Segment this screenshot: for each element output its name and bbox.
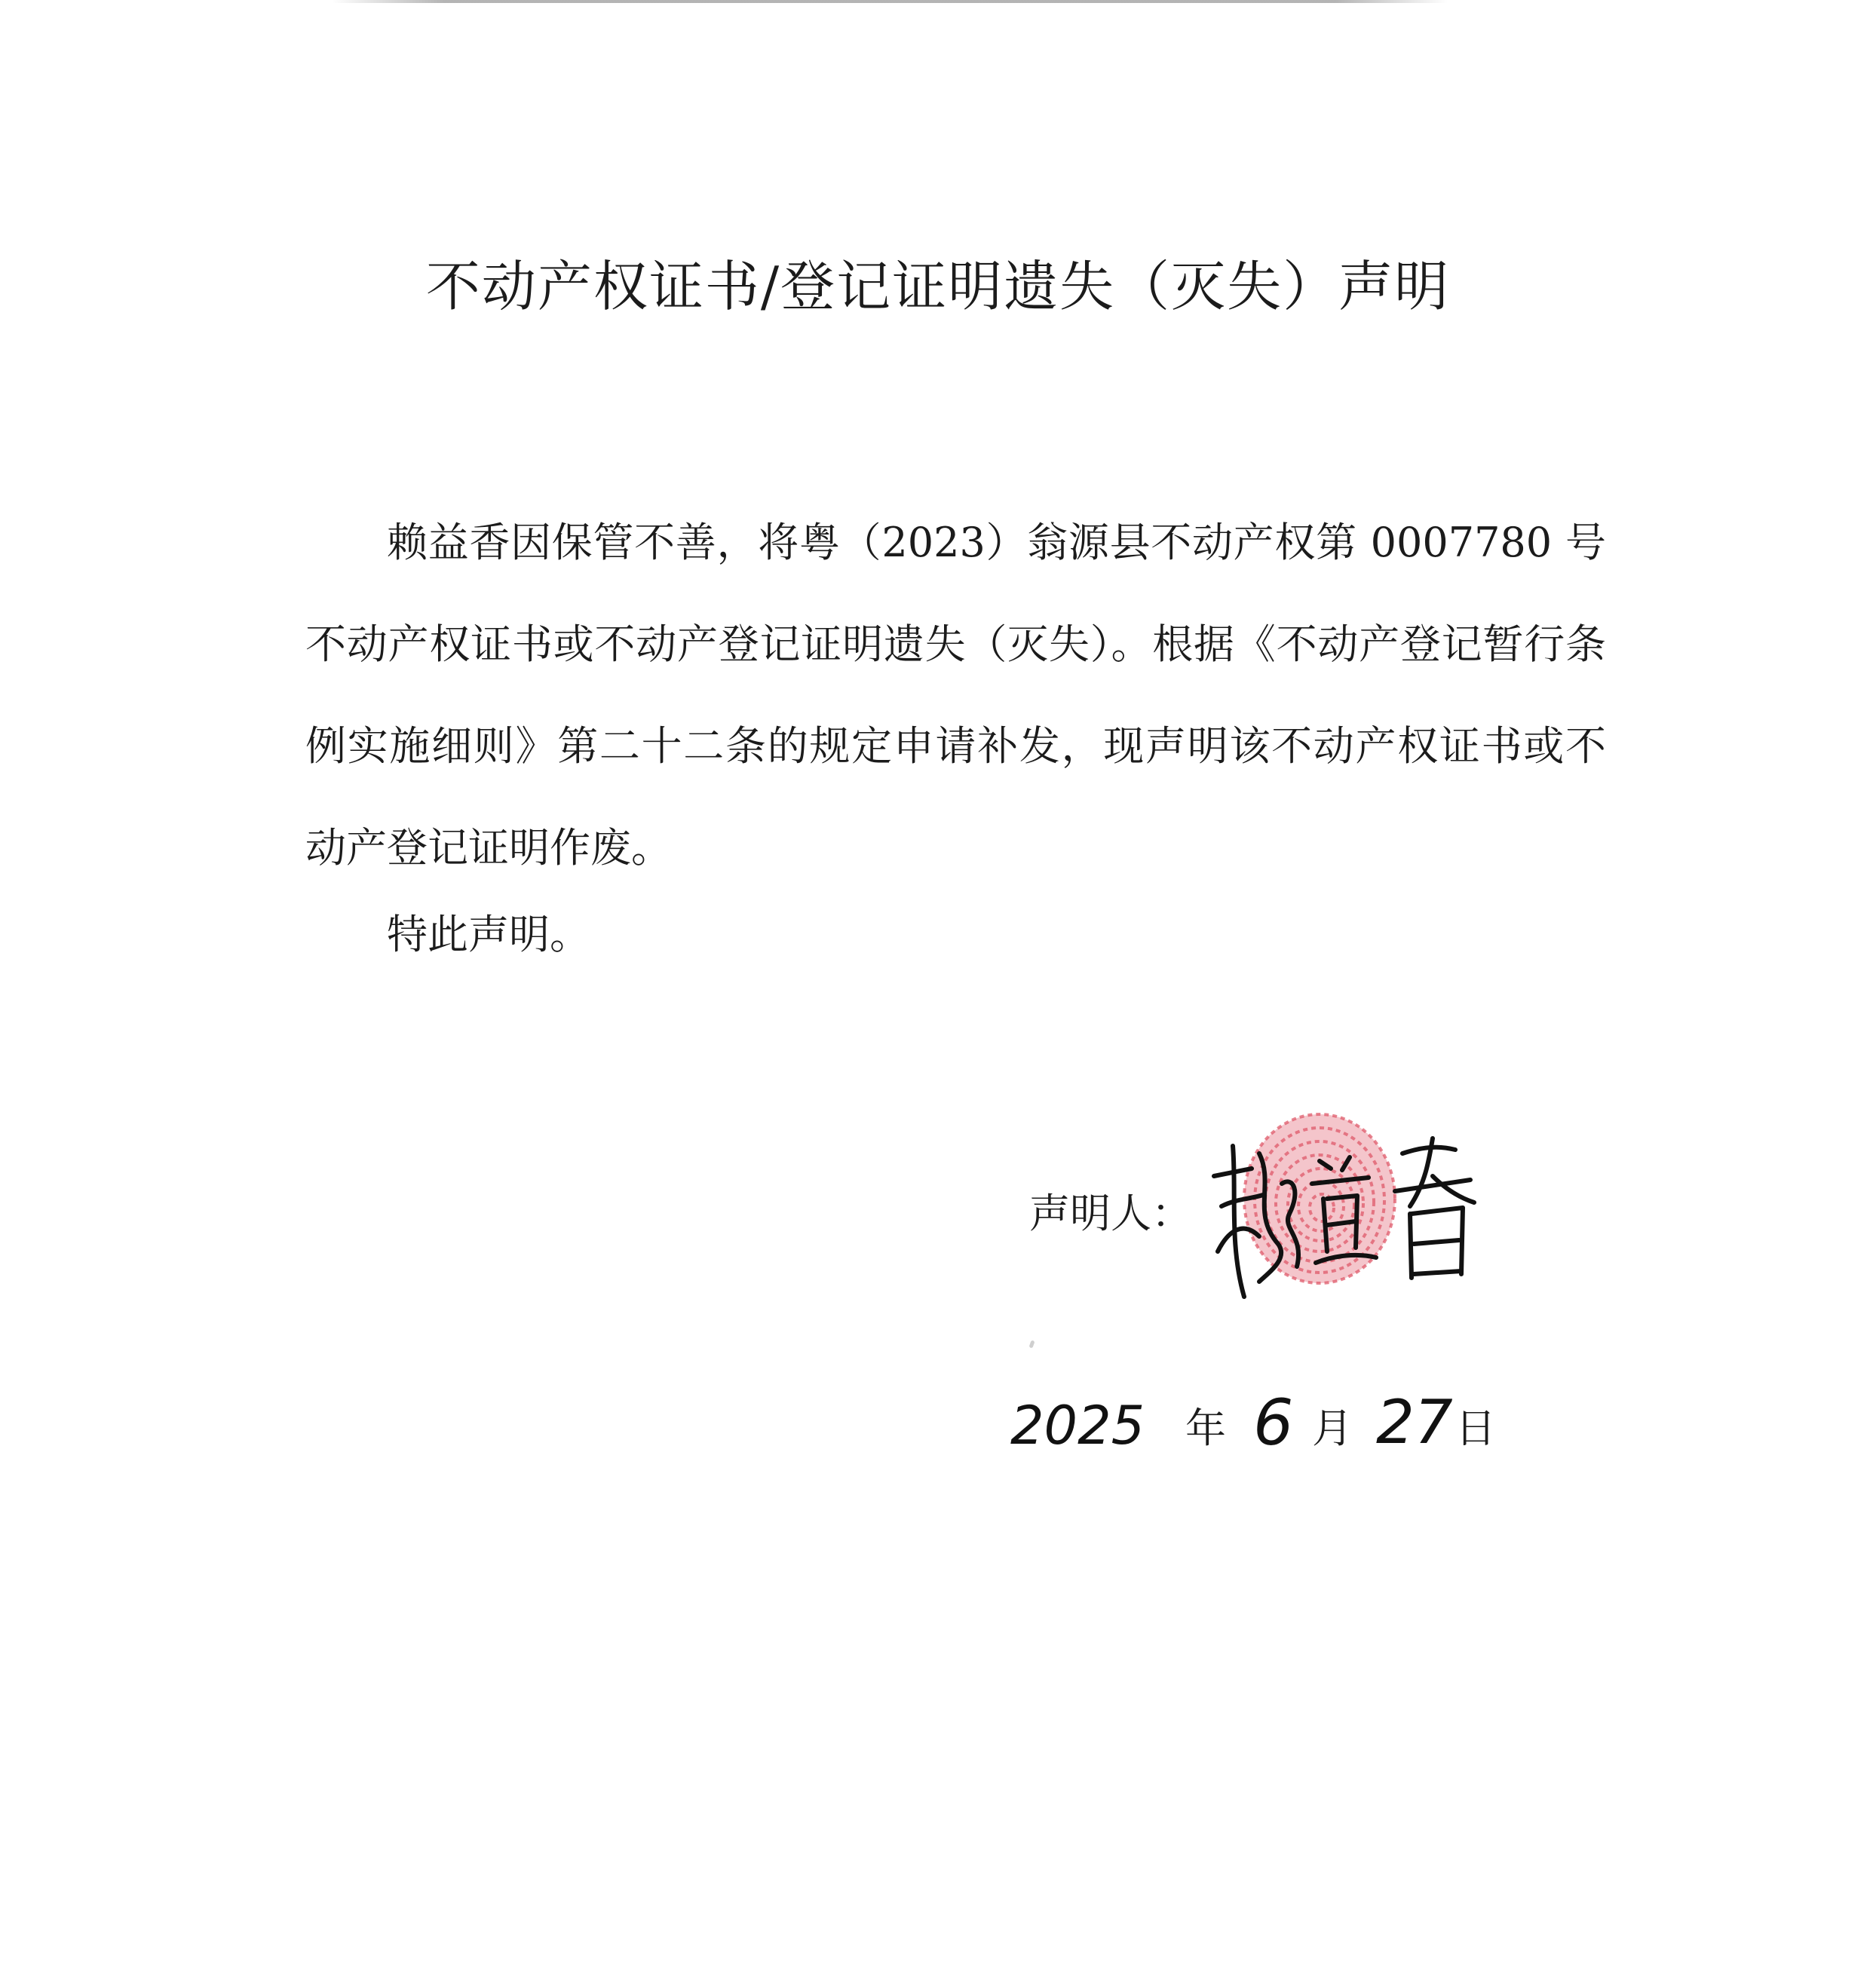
date-day-handwritten: 27 <box>1376 1387 1453 1457</box>
date-month-label: 月 <box>1312 1405 1353 1452</box>
date-month-handwritten: 6 <box>1253 1386 1294 1460</box>
declarant-label: 声明人： <box>1029 1190 1192 1237</box>
statement-body: 赖益香因保管不善，将粤（2023）翁源县不动产权第 0007780 号不动产权证书或不动产登记证明遗失（灭失）。根据《不动产登记暂行条例实施细则》第二十二条的规定申请补发，现声明该不动产权证书或不动产登记证明作废。 <box>305 519 1606 872</box>
signing-date <box>1010 1380 1523 1470</box>
date-day-label: 日 <box>1455 1405 1496 1452</box>
page-title: 不动产权证书/登记证明遗失（灭失）声明 <box>425 255 1451 318</box>
scan-speck <box>1028 1340 1035 1348</box>
page-top-edge <box>332 0 1448 3</box>
date-year-handwritten: 2025 <box>1010 1395 1145 1457</box>
date-year-label: 年 <box>1185 1405 1226 1452</box>
closing-statement: 特此声明。 <box>387 911 590 958</box>
handwritten-signature <box>1206 1123 1485 1304</box>
